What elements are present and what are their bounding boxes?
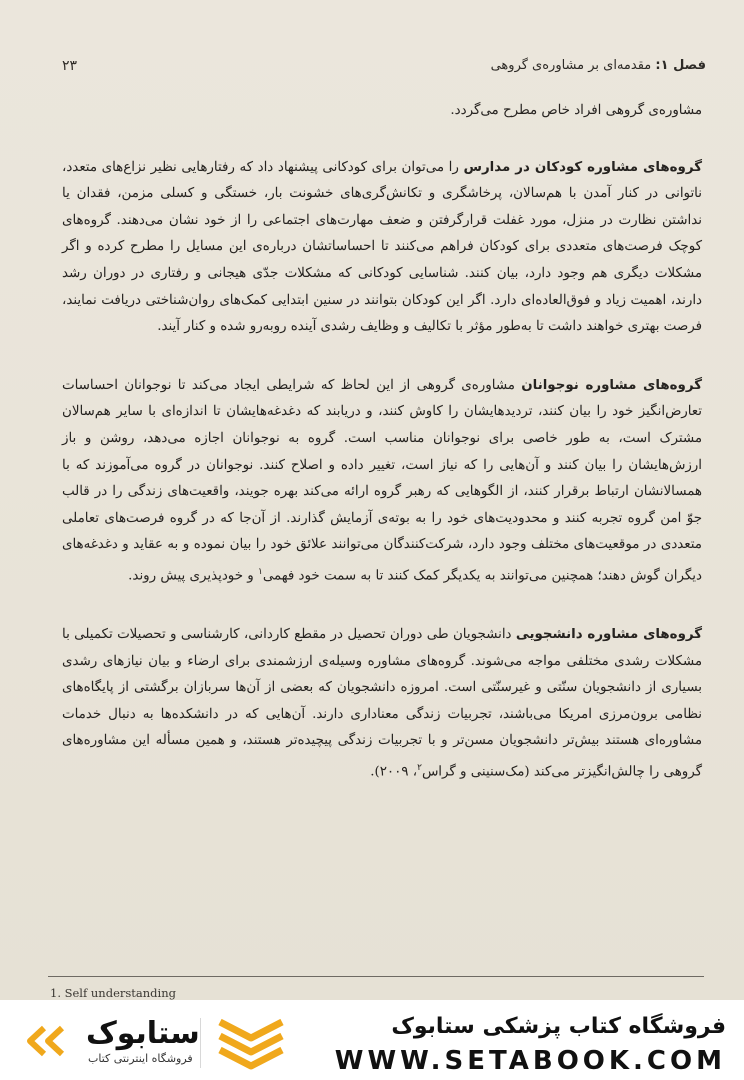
heading-student-groups: گروه‌های مشاوره دانشجویی xyxy=(515,626,703,642)
shop-name: فروشگاه کتاب پزشکی ستابوک xyxy=(391,1014,726,1039)
logo-divider xyxy=(200,1018,201,1068)
chapter-label: فصل ۱: xyxy=(655,58,706,73)
chapter-heading xyxy=(491,58,706,73)
paragraph-children-text: را می‌توان برای کودکانی پیشنهاد داد که رفتارهایی نظیر نزاع‌های متعدد، ناتوانی در کنار آمدن با هم‌سالان، پرخاشگری و تکانش‌گری‌های خشونت بار، خستگی و کسلی مزمن، فقدان یا نداشتن نظارت در منزل، مورد غفلت قرارگرفتن و ضعف مهارت‌های اجتماعی را از خود نشان می‌دهند. گروه‌های کوچک فرصت‌های متعددی برای کودکان فراهم می‌کنند تا احساساتشان درباره‌ی این مسایل را مطرح کرده و اگر مشکلات دیگری هم وجود دارد، بیان کنند. شناسایی کودکانی که مشکلات جدّی هیجانی و رفتاری در دوران رشد دارند، اهمیت زیاد و فوق‌العاده‌ای دارد. اگر این کودکان بتوانند در سنین ابتدایی کمک‌های روان‌شناختی دریافت نمایند، فرصت بهتری خواهند داشت تا به‌طور مؤثر با تکالیف و وظایف رشدی آینده روبه‌رو شده و کنار آیند. xyxy=(62,159,702,335)
paragraph-adolescent-tail: و خودپذیری پیش روند. xyxy=(128,568,258,584)
paragraph-adolescent-text: مشاوره‌ی گروهی از این لحاظ که شرایطی ایجاد می‌کند تا نوجوانان احساسات تعارض‌انگیز خود را بیان کنند، تردیدهایشان را کاوش کنند، و دریابند که دغدغه‌هایشان تا اندازه‌ای با سایر هم‌سالان مشترک است، به طور خاصی برای نوجوانان مناسب است. گروه به نوجوانان اجازه می‌دهد، روشن و باز ارزش‌هایشان را بیان کنند و آن‌هایی را که نیاز است، تغییر داده و اصلاح کنند. نوجوانان در گروه می‌آموزند که با همسالانشان ارتباط برقرار کنند، از الگوهایی که رهبر گروه ارائه می‌کند بهره جویند، واقعیت‌های زندگی را در قالب جوّ امن گروه تجربه کنند و محدودیت‌های خود را به بوته‌ی آزمایش گذارند. از آن‌جا که در گروه فرصت‌های تعاملی متعددی در موقعیت‌های مختلف وجود دارد، شرکت‌کنندگان می‌توانند علائق خود را بیان نموده و به عقاید و دغدغه‌های دیگران گوش دهند؛ همچنین می‌توانند به یکدیگر کمک کنند تا به سمت خود فهمی xyxy=(62,377,702,584)
footnote-ref-2: ۲ xyxy=(417,762,422,773)
chapter-title: مقدمه‌ای بر مشاوره‌ی گروهی xyxy=(490,58,652,73)
heading-adolescent-groups: گروه‌های مشاوره نوجوانان xyxy=(521,377,702,393)
footnote-divider xyxy=(48,976,704,977)
footnote: 1. Self understanding xyxy=(50,986,176,1000)
paragraph-student-groups xyxy=(62,622,702,786)
paragraph-student-text: دانشجویان طی دوران تحصیل در مقطع کاردانی، کارشناسی و تحصیلات تکمیلی با مشکلات رشدی مختلفی مواجه می‌شوند. گروه‌های مشاوره وسیله‌ی ارزشمندی برای ارضاء و بیان نیازهای رشدی بسیاری از دانشجویان سنّتی و غیرسنّتی است. امروزه دانشجویان که بعضی از آن‌ها سربازان برگشتی از پایگاه‌های نظامی برون‌مرزی امریکا می‌باشند، تجربیات زندگی معناداری دارند. آن‌هایی که در دانشکده‌ها به دنبال خدمات مشاوره‌ای هستند بیش‌تر دانشجویان مسن‌تر و با تجربیات زندگی پیچیده‌تر هستند، و همین مسأله این مشاوره‌های گروهی را چالش‌انگیزتر می‌کند (مک‌سنینی و گراس xyxy=(62,626,702,780)
chevron-down-icon xyxy=(212,1014,290,1076)
heading-children-groups: گروه‌های مشاوره کودکان در مدارس xyxy=(463,159,702,175)
setabook-logo-icon xyxy=(18,1024,78,1058)
paragraph-children-groups xyxy=(62,155,702,341)
logo-subtitle: فروشگاه اینترنتی کتاب xyxy=(88,1052,193,1065)
footnote-ref-1: ۱ xyxy=(257,566,263,577)
logo-title: ستابوک xyxy=(86,1016,200,1051)
paragraph-adolescent-groups xyxy=(62,373,702,590)
intro-line: مشاوره‌ی گروهی افراد خاص مطرح می‌گردد. xyxy=(450,103,702,118)
page-body xyxy=(62,98,702,786)
paragraph-student-tail: ، ۲۰۰۹). xyxy=(370,764,418,780)
shop-url[interactable]: WWW.SETABOOK.COM xyxy=(334,1046,726,1076)
store-banner xyxy=(0,1000,744,1080)
page-header xyxy=(62,58,706,80)
page-number: ۲۳ xyxy=(62,58,78,74)
